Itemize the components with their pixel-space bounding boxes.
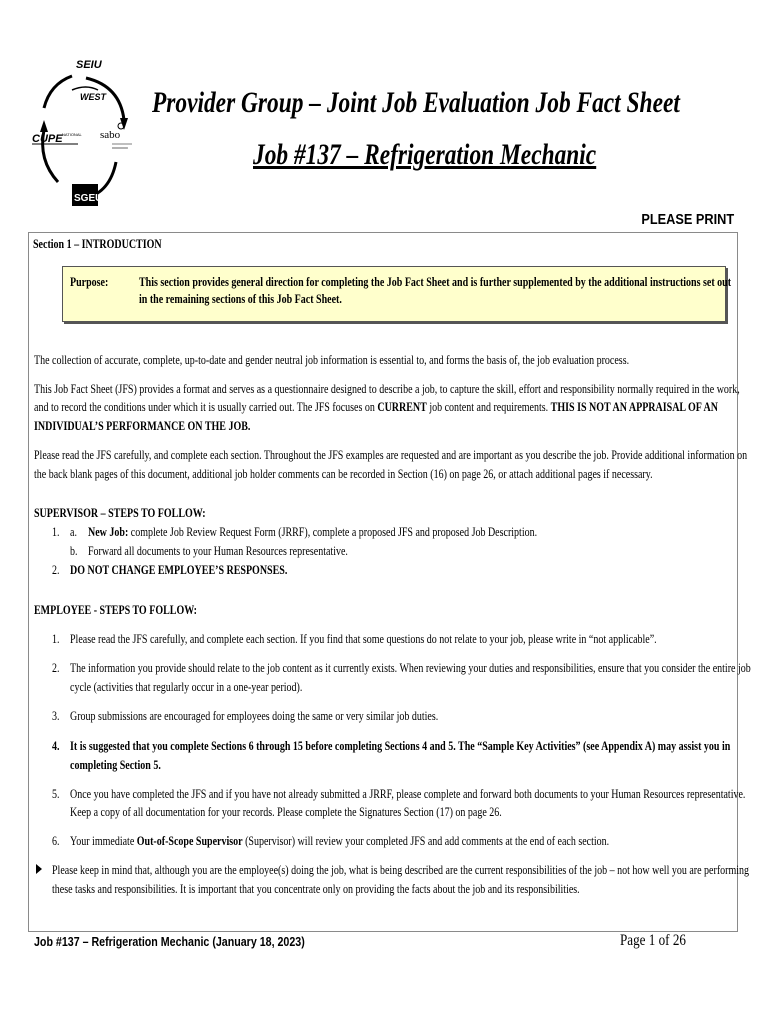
supervisor-item-2: DO NOT CHANGE EMPLOYEE’S RESPONSES. — [70, 563, 288, 577]
purpose-text-line2: in the remaining sections of this Job Fact Sheet. — [139, 292, 342, 306]
employee-heading: EMPLOYEE - STEPS TO FOLLOW: — [34, 603, 197, 617]
employee-item-2-line1: The information you provide should relate to the job content as it currently exists. When reviewing your duties and responsibilities, ensure that you consider the entire job — [70, 661, 751, 675]
svg-text:NATIONAL: NATIONAL — [62, 132, 82, 137]
svg-text:sabo: sabo — [100, 129, 121, 141]
employee-item-1: Please read the JFS carefully, and complete each section. If you find that some questions do not relate to your job, please write in “not applicable”. — [70, 632, 657, 646]
supervisor-heading: SUPERVISOR – STEPS TO FOLLOW: — [34, 506, 206, 520]
supervisor-item-1a-letter: a. — [70, 525, 77, 539]
footer-job-title: Job #137 – Refrigeration Mechanic (January 18, 2023) — [34, 934, 305, 949]
employee-item-3: Group submissions are encouraged for employees doing the same or very similar job duties. — [70, 709, 439, 723]
employee-item-4-line2: completing Section 5. — [70, 758, 161, 772]
intro-paragraph-3-line2: the back blank pages of this document, additional job holder comments can be recorded in Section (16) on page 26, or attach additional pages if necessary. — [34, 467, 653, 481]
employee-item-6-number: 6. — [52, 834, 60, 848]
employee-item-5-number: 5. — [52, 787, 60, 801]
purpose-text-line1: This section provides general direction for completing the Job Fact Sheet and is further supplemented by the additional instructions set out — [139, 275, 732, 289]
employee-item-2-number: 2. — [52, 661, 60, 675]
supervisor-item-2-number: 2. — [52, 563, 60, 577]
intro-paragraph-1: The collection of accurate, complete, up-to-date and gender neutral job information is essential to, and forms the basis of, the job evaluation process. — [34, 353, 630, 367]
svg-text:SEIU: SEIU — [76, 59, 102, 71]
arrow-bullet-icon — [36, 864, 42, 874]
union-logo — [28, 56, 138, 214]
section-frame — [28, 232, 738, 932]
intro-paragraph-2-line2: and to record the conditions under which it is usually carried out. The JFS focuses on CURRENT job content and requirements. THIS IS NOT AN APPRAISAL OF AN — [34, 400, 718, 414]
document-title: Provider Group – Joint Job Evaluation Job Fact Sheet — [152, 86, 680, 119]
employee-item-1-number: 1. — [52, 632, 60, 646]
intro-paragraph-2-line3: INDIVIDUAL’S PERFORMANCE ON THE JOB. — [34, 419, 251, 433]
employee-item-5-line1: Once you have completed the JFS and if you have not already submitted a JRRF, please complete and forward both documents to your Human Resources representative. — [70, 787, 746, 801]
supervisor-item-1b: Forward all documents to your Human Resources representative. — [88, 544, 348, 558]
employee-note-line2: these tasks and responsibilities. It is important that you concentrate only on providing the facts about the job and its responsibilities. — [52, 882, 580, 896]
job-title: Job #137 – Refrigeration Mechanic — [253, 138, 597, 171]
section-1-heading: Section 1 – INTRODUCTION — [33, 237, 162, 251]
svg-text:WEST: WEST — [80, 92, 106, 102]
page-number: Page 1 of 26 — [620, 932, 686, 949]
employee-note-line1: Please keep in mind that, although you are the employee(s) doing the job, what is being described are the current responsibilities of the job – not how well you are performing — [52, 863, 750, 877]
intro-paragraph-3-line1: Please read the JFS carefully, and complete each section. Throughout the JFS examples are requested and are important as you describe the job. Provide additional information on — [34, 448, 748, 462]
intro-paragraph-2-line1: This Job Fact Sheet (JFS) provides a format and serves as a questionnaire designed to describe a job, to capture the skill, effort and responsibility normally required in the work, — [34, 382, 740, 396]
employee-item-2-line2: cycle (activities that regularly occur in a one-year period). — [70, 680, 303, 694]
employee-item-5-line2: Keep a copy of all documentation for your records. Please complete the Signatures Section (17) on page 26. — [70, 805, 502, 819]
svg-text:CUPE: CUPE — [32, 133, 63, 145]
purpose-label: Purpose: — [70, 275, 109, 289]
employee-item-4-line1: It is suggested that you complete Sections 6 through 15 before completing Sections 4 and 5. The “Sample Key Activities” (see Appendix A) may assist you in — [70, 739, 731, 753]
employee-item-3-number: 3. — [52, 709, 60, 723]
union-logo-graphic — [28, 56, 138, 214]
svg-text:SGEU: SGEU — [74, 193, 103, 204]
employee-item-6: Your immediate Out-of-Scope Supervisor (Supervisor) will review your completed JFS and add comments at the end of each section. — [70, 834, 610, 848]
please-print-label: PLEASE PRINT — [641, 211, 734, 228]
supervisor-item-1b-letter: b. — [70, 544, 78, 558]
supervisor-item-1a: New Job: complete Job Review Request Form (JRRF), complete a proposed JFS and proposed Job Description. — [88, 525, 538, 539]
supervisor-item-1-number: 1. — [52, 525, 60, 539]
employee-item-4-number: 4. — [52, 739, 60, 753]
